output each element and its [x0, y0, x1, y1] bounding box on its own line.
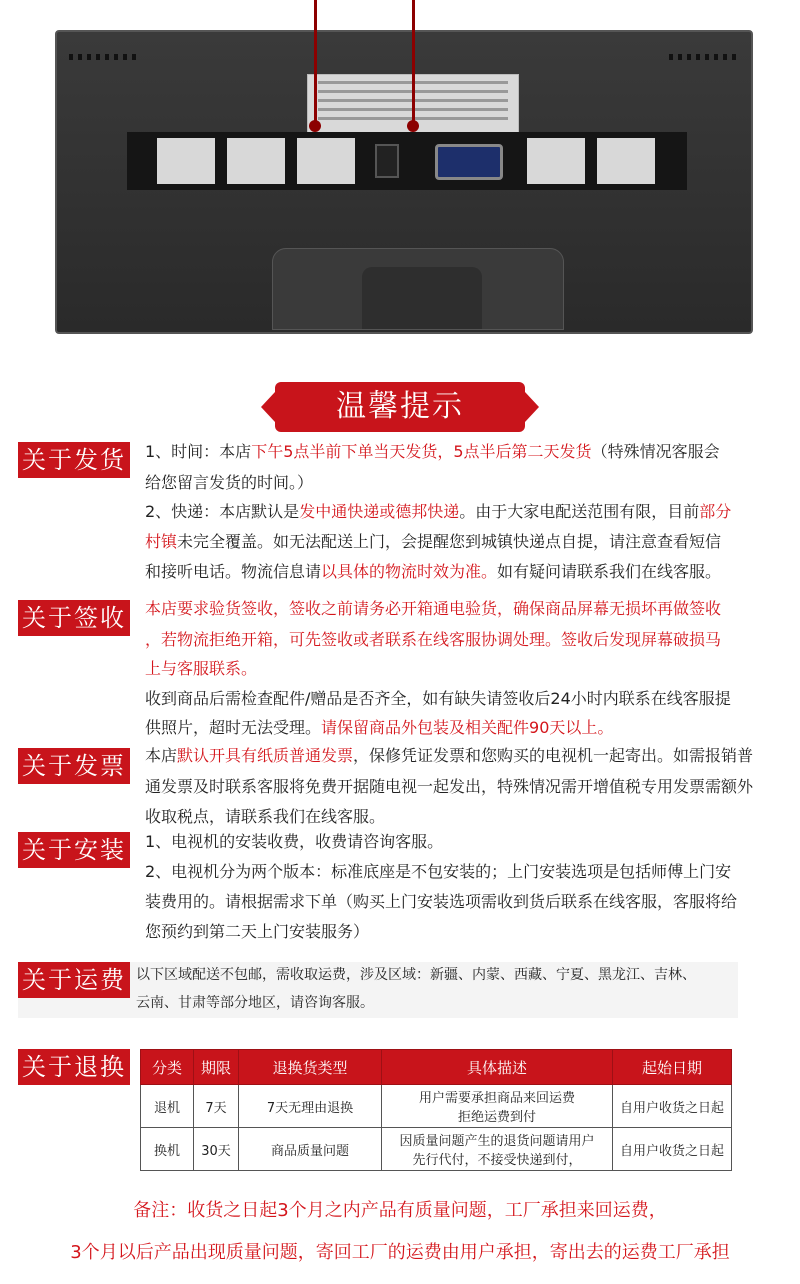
- shipping-line-2: 给您留言发货的时间。）: [145, 473, 314, 492]
- header-category: 分类: [141, 1050, 194, 1085]
- freight-line-2: 云南、甘肃等部分地区，请咨询客服。: [136, 995, 374, 1011]
- pointer-line-dc: [314, 0, 317, 122]
- pointer-dot-vga: [407, 120, 419, 132]
- header-start-date: 起始日期: [613, 1050, 732, 1085]
- invoice-line-1: 本店默认开具有纸质普通发票，保修凭证发票和您购买的电视机一起寄出。如需报销普: [145, 746, 754, 765]
- vent-left: [69, 54, 139, 60]
- table-header-row: [141, 1050, 732, 1085]
- tag-signing: 关于签收: [18, 600, 130, 636]
- header-period: 期限: [194, 1050, 239, 1085]
- shipping-line-3: 2、快递：本店默认是发中通快递或德邦快递。由于大家电配送范围有限，目前部分: [145, 502, 732, 521]
- cell-description: 因质量问题产生的退货问题请用户 先行代付，不接受快递到付，: [382, 1128, 613, 1171]
- cell-start-date: 自用户收货之日起: [613, 1085, 732, 1128]
- signing-line-1: 本店要求验货签收，签收之前请务必开箱通电验货，确保商品屏幕无损坏再做签收: [145, 599, 722, 618]
- signing-line-5: 供照片，超时无法受理。请保留商品外包装及相关配件90天以上。: [145, 718, 614, 737]
- notice-banner: 温馨提示: [275, 382, 525, 432]
- stand-neck: [362, 267, 482, 329]
- install-line-2: 2、电视机分为两个版本：标准底座是不包安装的；上门安装选项是包括师傅上门安: [145, 862, 732, 881]
- pointer-line-vga: [412, 0, 415, 122]
- cell-period: 30天: [194, 1128, 239, 1171]
- shipping-line-5: 和接听电话。物流信息请以具体的物流时效为准。如有疑问请联系我们在线客服。: [145, 562, 722, 581]
- header-type: 退换货类型: [239, 1050, 382, 1085]
- invoice-line-2: 通发票及时联系客服将免费开据随电视一起发出，特殊情况需开增值税专用发票需额外: [145, 777, 754, 796]
- signing-line-4: 收到商品后需检查配件/赠品是否齐全，如有缺失请签收后24小时内联系在线客服提: [145, 689, 731, 708]
- tag-install: 关于安装: [18, 832, 130, 868]
- signing-line-2: ，若物流拒绝开箱，可先签收或者联系在线客服协调处理。签收后发现屏幕破损马: [145, 630, 722, 649]
- note-line-1: 备注：收货之日起3个月之内产品有质量问题，工厂承担来回运费，: [133, 1200, 667, 1221]
- table-row: [141, 1085, 732, 1128]
- vent-right: [669, 54, 739, 60]
- shipping-line-4: 村镇未完全覆盖。如无法配送上门，会提醒您到城镇快递点自提，请注意查看短信: [145, 532, 722, 551]
- invoice-line-3: 收取税点，请联系我们在线客服。: [145, 807, 386, 826]
- cell-category: 退机: [141, 1085, 194, 1128]
- install-line-3: 装费用的。请根据需求下单（购买上门安装选项需收到货后联系在线客服，客服将给: [145, 892, 738, 911]
- cell-period: 7天: [194, 1085, 239, 1128]
- returns-table: [140, 1049, 732, 1171]
- install-line-1: 1、电视机的安装收费，收费请咨询客服。: [145, 832, 444, 851]
- tag-shipping: 关于发货: [18, 442, 130, 478]
- freight-line-1: 以下区域配送不包邮，需收取运费，涉及区域：新疆、内蒙、西藏、宁夏、黑龙江、吉林、: [136, 967, 696, 983]
- pointer-dot-dc: [309, 120, 321, 132]
- cell-type: 商品质量问题: [239, 1128, 382, 1171]
- product-photo: [0, 0, 800, 350]
- monitor-back-illustration: [55, 30, 753, 334]
- header-description: 具体描述: [382, 1050, 613, 1085]
- cell-category: 换机: [141, 1128, 194, 1171]
- tag-freight: 关于运费: [18, 962, 130, 998]
- tag-returns: 关于退换: [18, 1049, 130, 1085]
- dc-power-port: [375, 144, 399, 178]
- note-line-2: 3个月以后产品出现质量问题，寄回工厂的运费由用户承担，寄出去的运费工厂承担: [70, 1242, 730, 1263]
- tag-invoice: 关于发票: [18, 748, 130, 784]
- table-row: [141, 1128, 732, 1171]
- cell-description: 用户需要承担商品来回运费 拒绝运费到付: [382, 1085, 613, 1128]
- install-line-4: 您预约到第二天上门安装服务）: [145, 922, 370, 941]
- cell-type: 7天无理由退换: [239, 1085, 382, 1128]
- shipping-line-1: 1、时间：本店下午5点半前下单当天发货，5点半后第二天发货（特殊情况客服会: [145, 442, 720, 461]
- port-panel: [127, 132, 687, 190]
- cell-start-date: 自用户收货之日起: [613, 1128, 732, 1171]
- vga-port: [435, 144, 503, 180]
- signing-line-3: 上与客服联系。: [145, 659, 258, 678]
